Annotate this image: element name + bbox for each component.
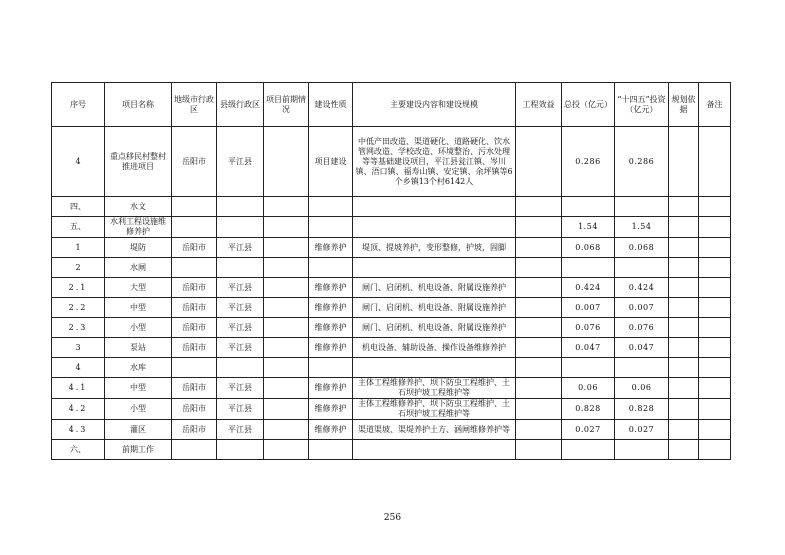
cell-total: 0.06 [562, 378, 615, 399]
table-row [52, 127, 731, 197]
header-city: 地级市行政区 [172, 83, 217, 127]
cell-seq: 五、 [52, 217, 105, 238]
table-row [52, 420, 731, 440]
header-nature: 建设性质 [309, 83, 353, 127]
cell-total: 0.007 [562, 298, 615, 318]
cell-city: 岳阳市 [172, 378, 217, 399]
cell-city: 岳阳市 [172, 127, 217, 197]
cell-city: 岳阳市 [172, 420, 217, 440]
cell-total: 0.068 [562, 238, 615, 258]
header-remark: 备注 [699, 83, 731, 127]
cell-seq: 1 [52, 238, 105, 258]
cell-total: 1.54 [562, 217, 615, 238]
table-row [52, 378, 731, 399]
cell-seq: 2 [52, 258, 105, 278]
cell-name: 水利工程设施维修养护 [105, 217, 172, 238]
table-row [52, 399, 731, 420]
cell-plan: 0.06 [615, 378, 669, 399]
cell-city: 岳阳市 [172, 338, 217, 358]
cell-name: 中型 [105, 298, 172, 318]
cell-benefit [516, 127, 562, 197]
table-row [52, 258, 731, 278]
cell-county: 平江县 [217, 298, 264, 318]
cell-total: 0.828 [562, 399, 615, 420]
page-number: 256 [383, 513, 402, 523]
cell-plan: 0.007 [615, 298, 669, 318]
cell-county: 平江县 [217, 378, 264, 399]
cell-content: 机电设备、辅助设备、操作设备维修养护 [353, 338, 516, 358]
cell-name: 灌区 [105, 420, 172, 440]
cell-remark [699, 127, 731, 197]
cell-seq: 2.3 [52, 318, 105, 338]
cell-city: 岳阳市 [172, 399, 217, 420]
cell-seq: 3 [52, 338, 105, 358]
cell-content: 闸门、启闭机、机电设备、附属设施养护 [353, 318, 516, 338]
cell-content: 主体工程维修养护、坝下防虫工程维护、土石坝护坡工程维护等 [353, 399, 516, 420]
cell-nature: 维修养护 [309, 338, 353, 358]
header-row [52, 83, 731, 127]
cell-prelim [264, 127, 309, 197]
table-row [52, 238, 731, 258]
cell-seq: 四、 [52, 197, 105, 217]
cell-county: 平江县 [217, 399, 264, 420]
cell-nature: 维修养护 [309, 420, 353, 440]
table-row [52, 318, 731, 338]
header-total: 总投（亿元） [562, 83, 615, 127]
cell-name: 泵站 [105, 338, 172, 358]
cell-county: 平江县 [217, 420, 264, 440]
header-basis: 规划依据 [669, 83, 699, 127]
cell-county: 平江县 [217, 238, 264, 258]
cell-name: 小型 [105, 399, 172, 420]
cell-county: 平江县 [217, 318, 264, 338]
cell-basis [669, 127, 699, 197]
cell-content: 中低产田改造、渠道硬化、道路硬化、饮水管网改造、学校改造、环境整治、污水处理等等基础建设项目，平江县瓮江镇、岑川镇、浯口镇、福寿山镇、安定镇、余坪镇等6个乡镇13个村6142人 [353, 127, 516, 197]
cell-name: 前期工作 [105, 440, 172, 460]
cell-content: 主体工程维修养护、坝下防虫工程维护、土石坝护坡工程维护等 [353, 378, 516, 399]
cell-plan: 0.286 [615, 127, 669, 197]
table-row [52, 358, 731, 378]
cell-plan: 0.068 [615, 238, 669, 258]
cell-nature: 维修养护 [309, 298, 353, 318]
cell-city: 岳阳市 [172, 278, 217, 298]
cell-nature: 维修养护 [309, 318, 353, 338]
cell-city: 岳阳市 [172, 298, 217, 318]
cell-content: 堤顶、提坡养护，变形整修，护坡，固脚 [353, 238, 516, 258]
cell-nature: 维修养护 [309, 238, 353, 258]
cell-plan: 0.076 [615, 318, 669, 338]
cell-total: 0.076 [562, 318, 615, 338]
cell-seq: 4.2 [52, 399, 105, 420]
section-row [52, 440, 731, 460]
cell-name: 重点移民村整村推进项目 [105, 127, 172, 197]
table-row [52, 338, 731, 358]
cell-seq: 4.1 [52, 378, 105, 399]
cell-total: 0.027 [562, 420, 615, 440]
cell-plan: 1.54 [615, 217, 669, 238]
cell-total: 0.286 [562, 127, 615, 197]
cell-nature: 维修养护 [309, 378, 353, 399]
header-county: 县级行政区 [217, 83, 264, 127]
table-row [52, 278, 731, 298]
cell-seq: 4.3 [52, 420, 105, 440]
header-name: 项目名称 [105, 83, 172, 127]
cell-nature: 维修养护 [309, 399, 353, 420]
header-plan: “十四五”投资（亿元） [615, 83, 669, 127]
header-benefit: 工程效益 [516, 83, 562, 127]
cell-plan: 0.047 [615, 338, 669, 358]
cell-name: 堤防 [105, 238, 172, 258]
cell-county: 平江县 [217, 127, 264, 197]
cell-name: 小型 [105, 318, 172, 338]
table-row [52, 298, 731, 318]
cell-total: 0.424 [562, 278, 615, 298]
header-seq: 序号 [52, 83, 105, 127]
cell-name: 中型 [105, 378, 172, 399]
cell-content: 闸门、启闭机、机电设备、附属设施养护 [353, 278, 516, 298]
header-prelim: 项目前期情况 [264, 83, 309, 127]
investment-table [51, 82, 731, 460]
cell-plan: 0.828 [615, 399, 669, 420]
cell-plan: 0.424 [615, 278, 669, 298]
cell-plan: 0.027 [615, 420, 669, 440]
cell-city: 岳阳市 [172, 238, 217, 258]
cell-city: 岳阳市 [172, 318, 217, 338]
cell-name: 大型 [105, 278, 172, 298]
cell-seq: 2.2 [52, 298, 105, 318]
section-row [52, 217, 731, 238]
header-content: 主要建设内容和建设规模 [353, 83, 516, 127]
section-row [52, 197, 731, 217]
cell-seq: 六、 [52, 440, 105, 460]
cell-content: 闸门、启闭机、机电设备、附属设施养护 [353, 298, 516, 318]
cell-county: 平江县 [217, 338, 264, 358]
cell-seq: 4 [52, 358, 105, 378]
cell-content: 渠道渠坡、渠堤养护土方、涵闸维修养护等 [353, 420, 516, 440]
cell-nature: 项目建设 [309, 127, 353, 197]
cell-nature: 维修养护 [309, 278, 353, 298]
cell-total: 0.047 [562, 338, 615, 358]
cell-name: 水库 [105, 358, 172, 378]
cell-name: 水闸 [105, 258, 172, 278]
cell-county: 平江县 [217, 278, 264, 298]
cell-seq: 2.1 [52, 278, 105, 298]
cell-name: 水文 [105, 197, 172, 217]
cell-seq: 4 [52, 127, 105, 197]
